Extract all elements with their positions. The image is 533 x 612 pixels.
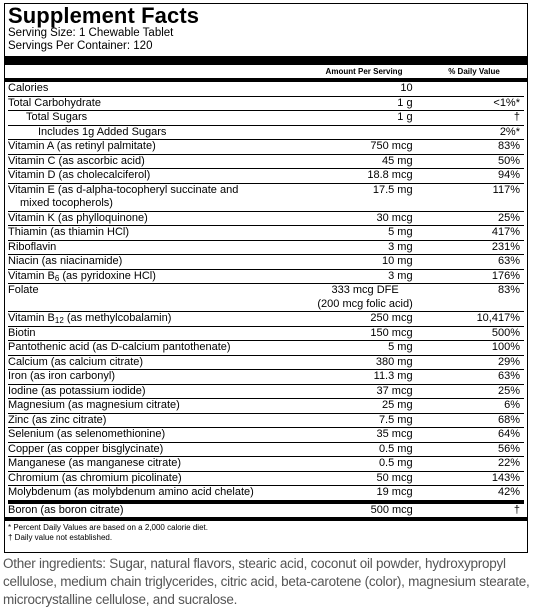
nutrient-name: Niacin (as niacinamide) [8, 255, 306, 270]
serving-size: Serving Size: 1 Chewable Tablet [8, 27, 174, 39]
table-row [8, 255, 524, 270]
footnote-dv: * Percent Daily Values are based on a 2,000 calorie diet. [8, 523, 208, 532]
table-row [8, 211, 524, 226]
nutrient-name: Calcium (as calcium citrate) [8, 355, 306, 370]
nutrient-dv: 83% [425, 140, 524, 155]
nutrient-amount: 5 mg [306, 341, 425, 356]
table-row [8, 384, 524, 399]
nutrient-name: Iron (as iron carbonyl) [8, 370, 306, 385]
nutrient-name: Copper (as copper bisglycinate) [8, 442, 306, 457]
nutrient-name: Vitamin A (as retinyl palmitate) [8, 140, 306, 155]
nutrient-dv: 25% [425, 384, 524, 399]
nutrient-amount: 3 mg [306, 269, 425, 284]
nutrient-amount: 35 mcg [306, 428, 425, 443]
nutrient-dv: <1%* [425, 96, 524, 111]
nutrient-name: Vitamin K (as phylloquinone) [8, 211, 306, 226]
supplement-facts-panel [4, 3, 528, 553]
table-row [8, 140, 524, 155]
nutrient-dv: 143% [425, 471, 524, 486]
table-row [8, 370, 524, 385]
nutrient-name: Pantothenic acid (as D-calcium pantothenate) [8, 341, 306, 356]
nutrient-name: Vitamin E (as d-alpha-tocopheryl succinate and mixed tocopherols) [8, 183, 306, 211]
nutrient-amount: 18.8 mcg [306, 169, 425, 184]
other-ingredients: Other ingredients: Sugar, natural flavors, stearic acid, coconut oil powder, hydroxypropyl cellulose, medium chain triglycerides, citric acid, beta-carotene (color), magnesium stearate, microcrystalline cellulose, and sucralose. [3, 556, 530, 607]
nutrient-name: Includes 1g Added Sugars [8, 125, 306, 140]
nutrient-amount: 333 mcg DFE (200 mcg folic acid) [306, 284, 425, 312]
nutrient-dv: 176% [425, 269, 524, 284]
nutrient-dv: 2%* [425, 125, 524, 140]
nutrient-dv: 42% [425, 486, 524, 502]
table-row [8, 442, 524, 457]
nutrient-amount: 7.5 mg [306, 413, 425, 428]
table-row [8, 169, 524, 184]
footnote-dagger: † Daily value not established. [8, 533, 113, 542]
nutrient-name: Chromium (as chromium picolinate) [8, 471, 306, 486]
nutrient-dv: 64% [425, 428, 524, 443]
nutrient-dv [425, 82, 524, 96]
nutrient-amount: 500 mcg [370, 503, 413, 516]
nutrient-dv: 25% [425, 211, 524, 226]
table-row [8, 96, 524, 111]
nutrient-name: Vitamin $B_6$ (as pyridoxine HCl) [8, 269, 306, 284]
nutrient-dv: 50% [425, 154, 524, 169]
table-row [8, 183, 524, 211]
nutrient-name: Selenium (as selenomethionine) [8, 428, 306, 443]
nutrient-amount: 10 mg [306, 255, 425, 270]
nutrient-name: Folate [8, 284, 306, 312]
nutrient-name: Biotin [8, 326, 306, 341]
nutrient-name: Vitamin C (as ascorbic acid) [8, 154, 306, 169]
nutrient-dv: 117% [425, 183, 524, 211]
nutrient-amount: 10 [306, 82, 425, 96]
nutrient-dv: 417% [425, 226, 524, 241]
nutrient-amount [306, 125, 425, 140]
nutrient-name: Magnesium (as magnesium citrate) [8, 399, 306, 414]
table-row [8, 413, 524, 428]
table-row [8, 82, 524, 96]
nutrient-name: Total Carbohydrate [8, 96, 306, 111]
nutrient-name: Boron (as boron citrate) [8, 503, 124, 516]
nutrient-amount: 37 mcg [306, 384, 425, 399]
table-row [8, 269, 524, 284]
nutrient-amount: 45 mg [306, 154, 425, 169]
nutrient-table [8, 82, 524, 504]
nutrient-dv: 63% [425, 255, 524, 270]
nutrient-amount: 750 mcg [306, 140, 425, 155]
nutrient-name: Calories [8, 82, 306, 96]
table-row [8, 284, 524, 312]
nutrient-dv: † [513, 503, 520, 516]
nutrient-amount: 0.5 mg [306, 442, 425, 457]
nutrient-amount: 250 mcg [306, 312, 425, 327]
table-row [8, 399, 524, 414]
amount-column-header: Amount Per Serving [325, 67, 403, 76]
nutrient-amount: 3 mg [306, 240, 425, 255]
nutrient-dv: 63% [425, 370, 524, 385]
nutrient-dv: 231% [425, 240, 524, 255]
nutrient-dv: 22% [425, 457, 524, 472]
nutrient-name: Thiamin (as thiamin HCl) [8, 226, 306, 241]
table-row-boron [8, 504, 524, 518]
nutrient-amount: 19 mcg [306, 486, 425, 502]
panel-title: Supplement Facts [8, 3, 200, 28]
nutrient-amount: 11.3 mg [306, 370, 425, 385]
nutrient-dv: 94% [425, 169, 524, 184]
nutrient-amount: 30 mcg [306, 211, 425, 226]
nutrient-dv: 10,417% [425, 312, 524, 327]
nutrient-name: Iodine (as potassium iodide) [8, 384, 306, 399]
nutrient-dv: † [425, 111, 524, 126]
thick-divider [5, 56, 527, 65]
servings-per-container: Servings Per Container: 120 [8, 40, 153, 52]
nutrient-name: Vitamin D (as cholecalciferol) [8, 169, 306, 184]
table-row [8, 111, 524, 126]
nutrient-dv: 100% [425, 341, 524, 356]
nutrient-name: Vitamin $B_{12}$ (as methylcobalamin) [8, 312, 306, 327]
table-row [8, 355, 524, 370]
nutrient-amount: 0.5 mg [306, 457, 425, 472]
nutrient-name: Molybdenum (as molybdenum amino acid chelate) [8, 486, 306, 502]
table-row [8, 154, 524, 169]
dv-column-header: % Daily Value [448, 67, 500, 76]
nutrient-amount: 1 g [306, 111, 425, 126]
nutrient-amount: 5 mg [306, 226, 425, 241]
nutrient-name: Manganese (as manganese citrate) [8, 457, 306, 472]
nutrient-amount: 17.5 mg [306, 183, 425, 211]
nutrient-name: Zinc (as zinc citrate) [8, 413, 306, 428]
table-row [8, 312, 524, 327]
column-header [8, 65, 524, 78]
nutrient-amount: 380 mg [306, 355, 425, 370]
nutrient-dv: 83% [425, 284, 524, 312]
table-row [8, 457, 524, 472]
nutrient-dv: 56% [425, 442, 524, 457]
nutrient-amount: 25 mg [306, 399, 425, 414]
nutrient-dv: 500% [425, 326, 524, 341]
boron-table [8, 504, 524, 518]
nutrient-name: Total Sugars [8, 111, 306, 126]
table-row [8, 125, 524, 140]
nutrient-dv: 68% [425, 413, 524, 428]
table-row [8, 240, 524, 255]
nutrient-dv: 29% [425, 355, 524, 370]
table-row [8, 471, 524, 486]
table-row [8, 486, 524, 502]
table-row [8, 428, 524, 443]
nutrient-amount: 1 g [306, 96, 425, 111]
nutrient-dv: 6% [425, 399, 524, 414]
table-row [8, 326, 524, 341]
table-row [8, 226, 524, 241]
table-row [8, 341, 524, 356]
nutrient-amount: 50 mcg [306, 471, 425, 486]
nutrient-amount: 150 mcg [306, 326, 425, 341]
nutrient-name: Riboflavin [8, 240, 306, 255]
